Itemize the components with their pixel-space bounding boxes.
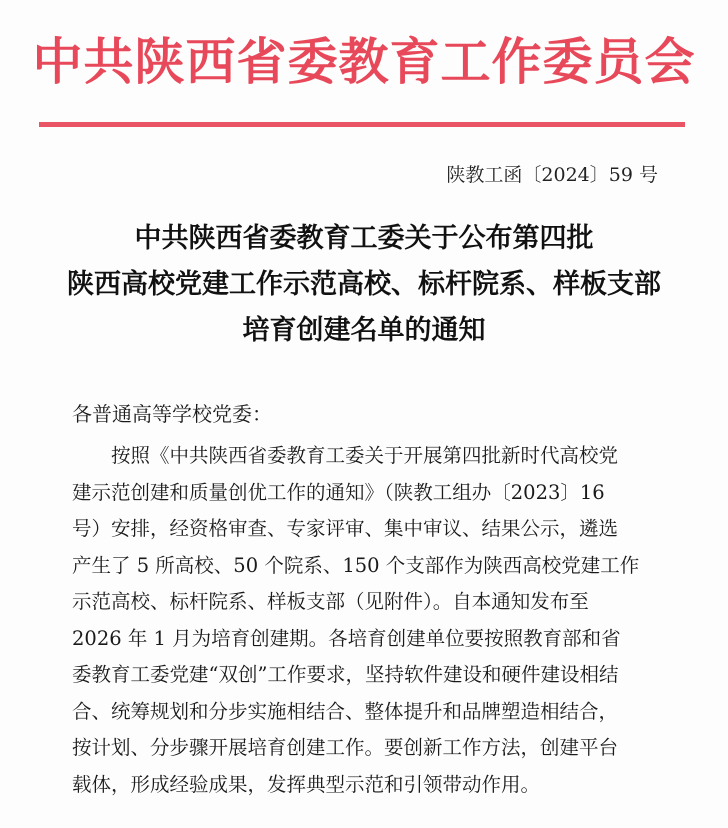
title-line: 陕西高校党建工作示范高校、标杆院系、样板支部 <box>67 269 661 300</box>
issuer-header: 中共陕西省委教育工作委员会 <box>32 33 696 91</box>
body-line: 按照《中共陕西省委教育工委关于开展第四批新时代高校党 <box>111 444 619 467</box>
body-line: 合、统筹规划和分步实施相结合、整体提升和品牌塑造相结合， <box>72 699 619 723</box>
title-line: 中共陕西省委教育工委关于公布第四批 <box>134 223 594 254</box>
body-line: 建示范创建和质量创优工作的通知》（陕教工组办〔2023〕16 <box>72 480 605 504</box>
body-line: 委教育工委党建“双创”工作要求，坚持软件建设和硬件建设相结 <box>72 663 619 686</box>
body-line: 2026 年 1 月为培育创建期。各培育创建单位要按照教育部和省 <box>72 626 621 650</box>
body-line: 按计划、分步骤开展培育创建工作。要创新工作方法，创建平台 <box>72 736 619 759</box>
salutation: 各普通高等学校党委： <box>72 402 272 426</box>
body-line: 载体，形成经验成果，发挥典型示范和引领带动作用。 <box>72 772 541 796</box>
body-text <box>72 438 666 803</box>
document-title <box>0 216 728 354</box>
title-line: 培育创建名单的通知 <box>242 315 486 346</box>
body-line: 号）安排，经资格审查、专家评审、集中审议、结果公示，遴选 <box>72 517 619 540</box>
document-number: 陕教工函〔2024〕59 号 <box>446 164 658 186</box>
body-line: 示范高校、标杆院系、样板支部（见附件）。自本通知发布至 <box>72 590 589 613</box>
red-divider <box>39 122 685 127</box>
body-line: 产生了 5 所高校、50 个院系、150 个支部作为陕西高校党建工作 <box>72 553 640 577</box>
